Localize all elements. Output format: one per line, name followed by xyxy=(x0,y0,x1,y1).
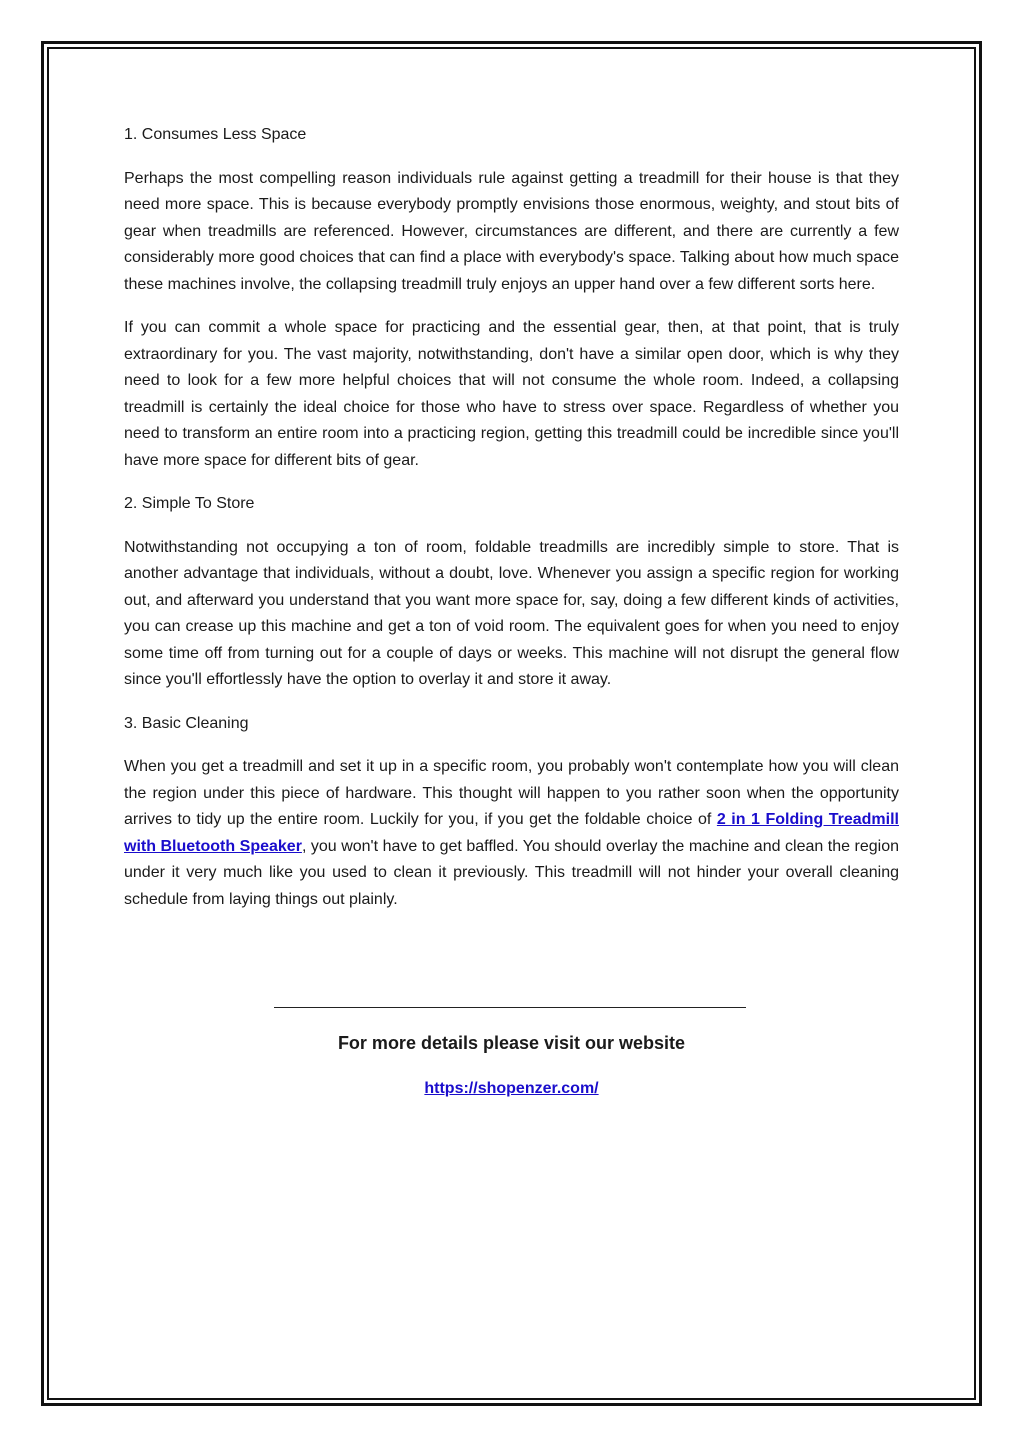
paragraph: Perhaps the most compelling reason individuals rule against getting a treadmill for their house is that they need more space. This is because everybody promptly envisions those enormous, weighty, and stout bits of gear when treadmills are referenced. However, circumstances are different, and there are currently a few considerably more good choices that can find a place with everybody's space. Talking about how much space these machines involve, the collapsing treadmill truly enjoys an upper hand over a few different sorts here. xyxy=(124,169,899,293)
paragraph: Notwithstanding not occupying a ton of room, foldable treadmills are incredibly simple to store. That is another advantage that individuals, without a doubt, love. Whenever you assign a specific region for working out, and afterward you understand that you want more space for, say, doing a few different kinds of activities, you can crease up this machine and get a ton of void room. The equivalent goes for when you need to enjoy some time off from turning out for a couple of days or weeks. This machine will not disrupt the general flow since you'll effortlessly have the option to overlay it and store it away. xyxy=(124,538,899,688)
paragraph-with-link xyxy=(124,754,899,913)
footer-title: For more details please visit our website xyxy=(337,1033,686,1053)
divider-line xyxy=(274,1007,746,1008)
section-heading-consumes-less-space: 1. Consumes Less Space xyxy=(124,126,307,143)
paragraph: If you can commit a whole space for practicing and the essential gear, then, at that point, that is truly extraordinary for you. The vast majority, notwithstanding, don't have a similar open door, which is why they need to look for a few more helpful choices that will not consume the whole room. Indeed, a collapsing treadmill is certainly the ideal choice for those who have to stress over space. Regardless of whether you need to transform an entire room into a practicing region, getting this treadmill could be incredible since you'll have more space for different bits of gear. xyxy=(124,319,899,469)
footer-link-container xyxy=(124,1077,899,1101)
paragraph-text-before-link: When you get a treadmill and set it up in a specific room, you probably won't contemplate how you will clean the region under this piece of hardware. This thought will happen to you rather soon when the opportunity arrives to tidy up the entire room. Luckily for you, if you get the foldable choice of xyxy=(124,758,899,828)
section-heading-basic-cleaning: 3. Basic Cleaning xyxy=(124,714,249,732)
paragraph-text-after-link: , you won't have to get baffled. You should overlay the machine and clean the region under it very much like you used to clean it previously. This treadmill will not hinder your overall cleaning schedule from laying things out plainly. xyxy=(124,837,900,908)
section-heading-simple-to-store: 2. Simple To Store xyxy=(124,495,255,512)
product-link[interactable]: 2 in 1 Folding Treadmill with Bluetooth Speaker xyxy=(124,811,899,855)
document-body xyxy=(124,122,899,930)
website-link[interactable]: https://shopenzer.com/ xyxy=(424,1080,599,1097)
